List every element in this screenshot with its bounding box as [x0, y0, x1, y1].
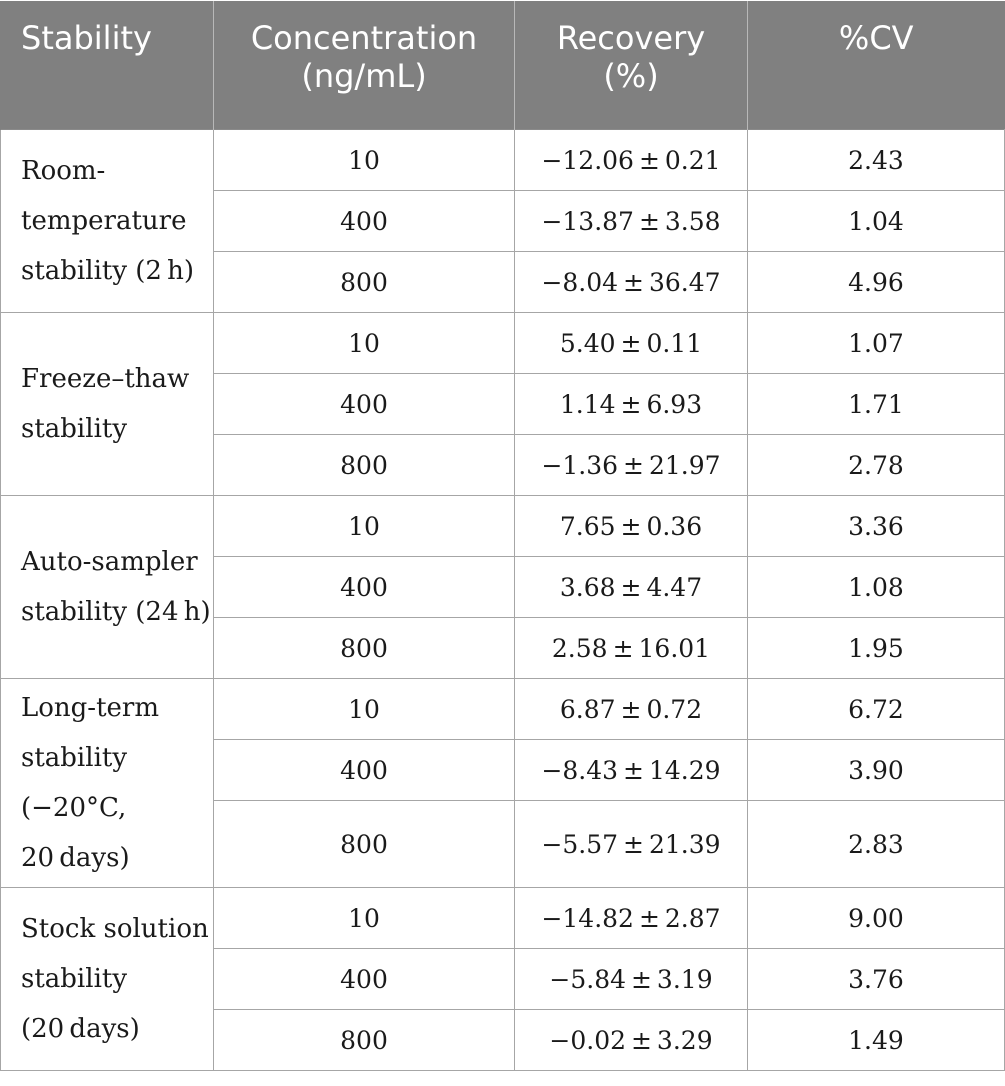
group-label-line: temperature	[21, 206, 187, 236]
concentration-cell: 800	[214, 435, 515, 496]
header-cv: %CV	[748, 1, 1005, 130]
recovery-cell: 5.40 ± 0.11	[515, 313, 748, 374]
recovery-cell: −13.87 ± 3.58	[515, 191, 748, 252]
group-label-line: stability (2 h)	[21, 256, 195, 286]
group-label-line: Auto-sampler	[21, 547, 198, 577]
recovery-cell: 6.87 ± 0.72	[515, 679, 748, 740]
concentration-cell: 400	[214, 740, 515, 801]
concentration-cell: 800	[214, 252, 515, 313]
stability-group-label	[1, 313, 214, 496]
cv-cell: 2.78	[748, 435, 1005, 496]
group-label-line: Long-term	[21, 693, 160, 723]
group-label-line: stability (24 h)	[21, 597, 211, 627]
stability-table	[0, 1, 1005, 1071]
concentration-cell: 800	[214, 801, 515, 888]
recovery-cell: 7.65 ± 0.36	[515, 496, 748, 557]
cv-cell: 3.90	[748, 740, 1005, 801]
group-label-line: stability	[21, 964, 128, 994]
header-recovery-line2: (%)	[603, 57, 659, 95]
cv-cell: 2.43	[748, 130, 1005, 191]
cv-cell: 2.83	[748, 801, 1005, 888]
cv-cell: 1.49	[748, 1010, 1005, 1071]
cv-cell: 9.00	[748, 888, 1005, 949]
header-concentration-line1: Concentration	[250, 19, 478, 57]
stability-group-label	[1, 679, 214, 888]
cv-cell: 4.96	[748, 252, 1005, 313]
recovery-cell: −12.06 ± 0.21	[515, 130, 748, 191]
group-label-line: (20 days)	[21, 1014, 140, 1044]
cv-cell: 1.07	[748, 313, 1005, 374]
recovery-cell: −5.84 ± 3.19	[515, 949, 748, 1010]
group-label-line: stability	[21, 414, 128, 444]
group-label-line: Stock solution	[21, 914, 209, 944]
table-row	[1, 888, 1005, 949]
recovery-cell: 1.14 ± 6.93	[515, 374, 748, 435]
group-label-line: Room-	[21, 156, 106, 186]
stability-group-label	[1, 130, 214, 313]
recovery-cell: −14.82 ± 2.87	[515, 888, 748, 949]
header-row	[1, 1, 1005, 130]
header-recovery-line1: Recovery	[556, 19, 706, 57]
table-row	[1, 496, 1005, 557]
cv-cell: 3.76	[748, 949, 1005, 1010]
header-recovery	[515, 1, 748, 130]
table-row	[1, 313, 1005, 374]
concentration-cell: 10	[214, 130, 515, 191]
recovery-cell: 2.58 ± 16.01	[515, 618, 748, 679]
recovery-cell: −0.02 ± 3.29	[515, 1010, 748, 1071]
group-label-line: Freeze–thaw	[21, 364, 190, 394]
cv-cell: 1.04	[748, 191, 1005, 252]
recovery-cell: −5.57 ± 21.39	[515, 801, 748, 888]
concentration-cell: 10	[214, 313, 515, 374]
concentration-cell: 400	[214, 557, 515, 618]
cv-cell: 1.08	[748, 557, 1005, 618]
concentration-cell: 800	[214, 618, 515, 679]
recovery-cell: 3.68 ± 4.47	[515, 557, 748, 618]
group-label-line: stability	[21, 743, 128, 773]
header-concentration-line2: (ng/mL)	[301, 57, 427, 95]
recovery-cell: −1.36 ± 21.97	[515, 435, 748, 496]
concentration-cell: 400	[214, 949, 515, 1010]
concentration-cell: 10	[214, 888, 515, 949]
concentration-cell: 10	[214, 496, 515, 557]
cv-cell: 6.72	[748, 679, 1005, 740]
cv-cell: 1.95	[748, 618, 1005, 679]
group-label-line: 20 days)	[21, 843, 130, 873]
stability-group-label	[1, 888, 214, 1071]
concentration-cell: 400	[214, 374, 515, 435]
header-stability: Stability	[1, 1, 214, 130]
concentration-cell: 800	[214, 1010, 515, 1071]
concentration-cell: 400	[214, 191, 515, 252]
cv-cell: 3.36	[748, 496, 1005, 557]
recovery-cell: −8.04 ± 36.47	[515, 252, 748, 313]
header-concentration	[214, 1, 515, 130]
recovery-cell: −8.43 ± 14.29	[515, 740, 748, 801]
group-label-line: (−20°C,	[21, 793, 127, 823]
table-row	[1, 130, 1005, 191]
stability-group-label	[1, 496, 214, 679]
cv-cell: 1.71	[748, 374, 1005, 435]
concentration-cell: 10	[214, 679, 515, 740]
table-row	[1, 679, 1005, 740]
